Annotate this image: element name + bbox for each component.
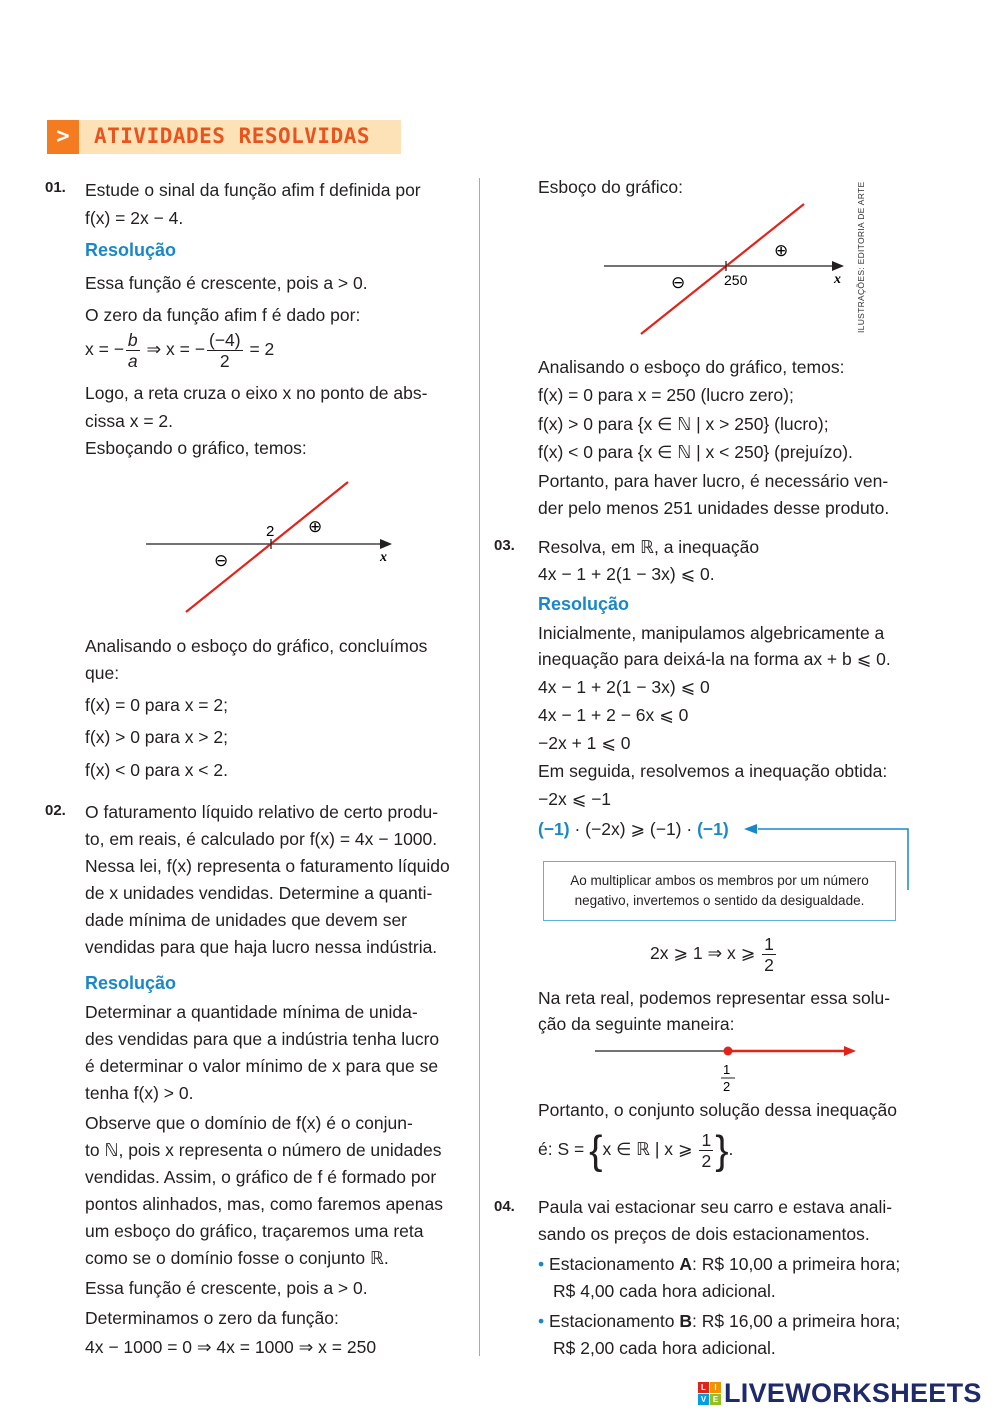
q01-result-1: f(x) = 0 para x = 2; [85, 695, 228, 715]
q04-bullet-b [538, 1308, 900, 1334]
set-prefix: é: S = [538, 1139, 585, 1160]
q02-sketch-heading: Esboço do gráfico: [538, 177, 683, 197]
formula-part: x = − [85, 339, 124, 360]
q02-sign-graph [598, 198, 853, 340]
q02-text-v3: 4x − 1000 = 0 ⇒ 4x = 1000 ⇒ x = 250 [85, 1337, 377, 1357]
q03-statement-line2: 4x − 1 + 2(1 − 3x) ⩽ 0. [538, 564, 715, 584]
multiplication-middle: · (−2x) ⩾ (−1) · [569, 819, 698, 839]
inequality-note-box [543, 861, 896, 921]
minus-sign-icon: ⊖ [671, 273, 686, 293]
q02-analysis-heading: Analisando o esboço do gráfico, temos: [538, 357, 845, 377]
x-axis-label: x [834, 272, 841, 287]
q01-statement-line1: Estude o sinal da função afim f definida por [85, 180, 421, 200]
q02-conclusion-line1: Portanto, para haver lucro, é necessário ven- [538, 471, 889, 491]
q01-zero-formula [85, 330, 274, 371]
q02-result-2: f(x) > 0 para {x ∈ ℕ | x > 250} (lucro); [538, 414, 829, 434]
logo-mark-icon [698, 1382, 721, 1405]
q02-statement-line3: Nessa lei, f(x) representa o faturamento líquido [85, 856, 450, 876]
q01-line-c1: Logo, a reta cruza o eixo x no ponto de abs- [85, 383, 428, 403]
q02-text-u2: to ℕ, pois x representa o número de unidades [85, 1140, 442, 1160]
bullet-b-prefix: Estacionamento [549, 1311, 680, 1331]
frac-numerator: 1 [701, 1130, 712, 1150]
point-label-numerator: 1 [723, 1062, 731, 1077]
liveworksheets-logo[interactable] [698, 1378, 982, 1409]
q03-text-a1: Inicialmente, manipulamos algebricamente a [538, 623, 885, 643]
q02-text-u6: como se o domínio fosse o conjunto ℝ. [85, 1248, 389, 1268]
q02-text-t3: é determinar o valor mínimo de x para que se [85, 1056, 439, 1076]
section-header-arrow-icon: > [47, 120, 79, 154]
q03-text-d1: Portanto, o conjunto solução dessa inequação [538, 1100, 898, 1120]
q01-number: 01. [45, 179, 66, 196]
q04-bullet-a-line2: R$ 4,00 cada hora adicional. [553, 1281, 776, 1301]
bullet-a-prefix: Estacionamento [549, 1254, 680, 1274]
illustration-credit: ILUSTRAÇÕES: EDITORIA DE ARTE [856, 181, 866, 333]
q03-statement-line1: Resolva, em ℝ, a inequação [538, 537, 760, 557]
q03-step-4: −2x ⩽ −1 [538, 789, 612, 809]
q02-text-u3: vendidas. Assim, o gráfico de f é formado por [85, 1167, 437, 1187]
point-label-denominator: 2 [723, 1079, 731, 1094]
frac-denominator: 2 [764, 955, 774, 975]
bullet-b-rest: : R$ 16,00 a primeira hora; [692, 1311, 901, 1331]
result-left: 2x ⩾ 1 ⇒ x ⩾ [650, 943, 756, 964]
q01-result-2: f(x) > 0 para x > 2; [85, 727, 228, 747]
set-end: . [728, 1139, 734, 1160]
logo-mark-letter: I [710, 1382, 721, 1393]
q04-statement-line1: Paula vai estacionar seu carro e estava anali- [538, 1197, 893, 1217]
q03-number-line [590, 1038, 865, 1098]
function-line [186, 482, 348, 612]
q04-bullet-a [538, 1251, 900, 1277]
q03-text-c1: Na reta real, podemos representar essa solu- [538, 988, 891, 1008]
arrowhead-icon [744, 824, 757, 834]
q02-text-u4: pontos alinhados, mas, como faremos apenas [85, 1194, 443, 1214]
note-text: Ao multiplicar ambos os membros por um número negativo, invertemos o sentido da desigualdade. [570, 873, 869, 908]
q01-line-a: Essa função é crescente, pois a > 0. [85, 273, 368, 293]
zero-label: 250 [724, 272, 748, 288]
column-divider [479, 178, 480, 1356]
q03-text-a2: inequação para deixá-la na forma ax + b ⩽ 0. [538, 649, 891, 669]
x-axis-arrow [380, 539, 392, 549]
frac-numerator: (−4) [208, 330, 241, 350]
q02-text-u1: Observe que o domínio de f(x) é o conjun- [85, 1113, 413, 1133]
q02-resolution-heading: Resolução [85, 973, 177, 993]
x-axis-label: x [380, 550, 387, 565]
bullet-b-bold: B [679, 1311, 693, 1331]
zero-label: 2 [266, 523, 275, 540]
q01-line-b: O zero da função afim f é dado por: [85, 305, 361, 325]
q03-multiplication-step [538, 816, 729, 842]
plus-sign-icon: ⊕ [308, 517, 323, 537]
minus-sign-icon: ⊖ [214, 551, 229, 571]
q02-number: 02. [45, 802, 66, 819]
bullet-icon: • [538, 1311, 545, 1331]
q02-text-v1: Essa função é crescente, pois a > 0. [85, 1278, 368, 1298]
q02-statement-line1: O faturamento líquido relativo de certo produ- [85, 802, 439, 822]
q02-statement-line5: dade mínima de unidades que devem ser [85, 910, 408, 930]
q01-statement-line2: f(x) = 2x − 4. [85, 208, 184, 228]
logo-text: LIVEWORKSHEETS [724, 1378, 982, 1408]
section-title: ATIVIDADES RESOLVIDAS [94, 124, 371, 148]
logo-mark-letter: L [698, 1382, 709, 1393]
q03-text-b1: Em seguida, resolvemos a inequação obtida: [538, 761, 888, 781]
q02-text-t4: tenha f(x) > 0. [85, 1083, 194, 1103]
logo-mark-letter: V [698, 1394, 709, 1405]
q03-step-3: −2x + 1 ⩽ 0 [538, 733, 631, 753]
q02-conclusion-line2: der pelo menos 251 unidades desse produto. [538, 498, 890, 518]
q02-text-t1: Determinar a quantidade mínima de unida- [85, 1002, 418, 1022]
multiplier-right: (−1) [697, 819, 729, 839]
frac-numerator: b [127, 330, 138, 350]
q02-result-3: f(x) < 0 para {x ∈ ℕ | x < 250} (prejuízo). [538, 442, 853, 462]
q03-number: 03. [494, 537, 515, 554]
formula-part: = 2 [249, 339, 275, 360]
frac-denominator: a [127, 351, 138, 371]
q02-statement-line2: to, em reais, é calculado por f(x) = 4x − 1000. [85, 829, 438, 849]
q03-step-1: 4x − 1 + 2(1 − 3x) ⩽ 0 [538, 677, 710, 697]
q01-analysis-line2: que: [85, 663, 120, 683]
function-line [641, 204, 804, 334]
q02-statement-line4: de x unidades vendidas. Determine a quanti- [85, 883, 433, 903]
q01-line-d: Esboçando o gráfico, temos: [85, 438, 307, 458]
q02-statement-line6: vendidas para que haja lucro nessa indústria. [85, 937, 438, 957]
logo-mark-letter: E [710, 1394, 721, 1405]
q04-number: 04. [494, 1198, 515, 1215]
bullet-a-rest: : R$ 10,00 a primeira hora; [692, 1254, 901, 1274]
solution-ray-arrow [844, 1046, 856, 1056]
q03-step-2: 4x − 1 + 2 − 6x ⩽ 0 [538, 705, 689, 725]
q02-text-v2: Determinamos o zero da função: [85, 1308, 339, 1328]
q01-resolution-heading: Resolução [85, 240, 177, 260]
closed-point [724, 1047, 733, 1056]
bullet-icon: • [538, 1254, 545, 1274]
q01-sign-graph [140, 475, 410, 620]
frac-denominator: 2 [701, 1151, 712, 1171]
plus-sign-icon: ⊕ [774, 241, 789, 261]
q01-line-c2: cissa x = 2. [85, 411, 174, 431]
set-brace-left: { [589, 1128, 603, 1173]
formula-part: ⇒ x = − [146, 339, 205, 360]
q02-text-u5: um esboço do gráfico, traçaremos uma reta [85, 1221, 424, 1241]
q01-result-3: f(x) < 0 para x < 2. [85, 760, 228, 780]
frac-numerator: 1 [764, 934, 774, 954]
q01-analysis-line1: Analisando o esboço do gráfico, concluímos [85, 636, 428, 656]
q03-solution-set [538, 1130, 733, 1171]
q02-text-t2: des vendidas para que a indústria tenha lucro [85, 1029, 440, 1049]
q04-statement-line2: sando os preços de dois estacionamentos. [538, 1224, 870, 1244]
q04-bullet-b-line2: R$ 2,00 cada hora adicional. [553, 1338, 776, 1358]
bullet-a-bold: A [679, 1254, 693, 1274]
frac-denominator: 2 [219, 351, 230, 371]
q03-result-expression [650, 934, 778, 975]
set-body: x ∈ ℝ | x ⩾ [602, 1139, 693, 1160]
multiplier-left: (−1) [538, 819, 570, 839]
q03-resolution-heading: Resolução [538, 594, 630, 614]
set-brace-right: } [715, 1128, 729, 1173]
x-axis-arrow [832, 261, 844, 271]
q02-result-1: f(x) = 0 para x = 250 (lucro zero); [538, 385, 794, 405]
q03-text-c2: ção da seguinte maneira: [538, 1014, 735, 1034]
